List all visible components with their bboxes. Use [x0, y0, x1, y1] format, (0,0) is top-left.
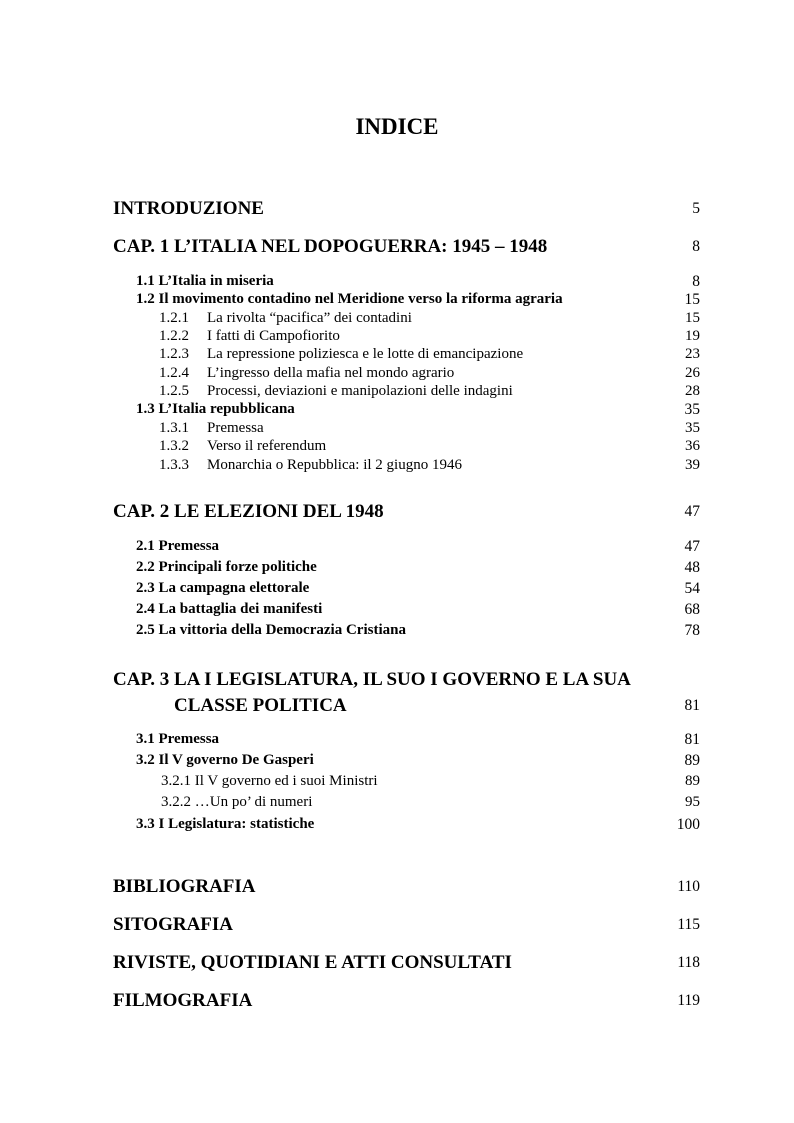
toc-entry-1-3-1	[0, 420, 794, 440]
toc-page: 68	[684, 601, 700, 618]
toc-page: 115	[677, 916, 700, 933]
toc-entry-3-2-1	[0, 773, 794, 793]
toc-label: 3.1 Premessa	[136, 731, 220, 747]
toc-entry-3-2-2	[0, 794, 794, 814]
toc-label: 2.5 La vittoria della Democrazia Cristiana	[136, 622, 406, 638]
toc-number: 1.2.2	[159, 328, 189, 344]
toc-page: 81	[684, 697, 700, 714]
toc-page: 23	[685, 346, 700, 362]
toc-entry-2-3	[0, 580, 794, 600]
toc-entry-riviste	[0, 952, 794, 972]
toc-number: 1.3.2	[159, 438, 189, 454]
toc-page: 15	[684, 291, 700, 308]
toc-page: 15	[685, 310, 700, 326]
toc-number: 1.2.1	[159, 310, 189, 326]
toc-label: La repressione poliziesca e le lotte di emancipazione	[207, 346, 524, 362]
toc-label: Premessa	[207, 420, 264, 436]
toc-label: BIBLIOGRAFIA	[113, 876, 256, 897]
toc-entry-2-5	[0, 622, 794, 642]
toc-page: 28	[685, 383, 700, 399]
toc-page: 26	[685, 365, 700, 381]
toc-entry-1-2	[0, 291, 794, 311]
toc-page: 47	[684, 503, 700, 520]
toc-number: 1.2.5	[159, 383, 189, 399]
toc-entry-1-1	[0, 273, 794, 293]
toc-label: 1.3 L’Italia repubblicana	[136, 401, 295, 417]
toc-label: SITOGRAFIA	[113, 914, 234, 935]
toc-entry-bibliografia	[0, 876, 794, 896]
toc-label: 3.2 Il V governo De Gasperi	[136, 752, 314, 768]
toc-label: L’ingresso della mafia nel mondo agrario	[207, 365, 455, 381]
toc-page: 110	[677, 878, 700, 895]
toc-label: INTRODUZIONE	[113, 198, 264, 219]
toc-entry-1-2-5	[0, 383, 794, 403]
toc-number: 1.2.3	[159, 346, 189, 362]
toc-entry-introduzione	[0, 198, 794, 218]
toc-entry-1-2-4	[0, 365, 794, 385]
toc-page: 36	[685, 438, 700, 454]
toc-label: Verso il referendum	[207, 438, 327, 454]
toc-entry-filmografia	[0, 990, 794, 1010]
toc-number: 1.2.4	[159, 365, 189, 381]
toc-page: 35	[685, 420, 700, 436]
toc-page: 48	[684, 559, 700, 576]
toc-page: 47	[684, 538, 700, 555]
toc-entry-1-2-2	[0, 328, 794, 348]
toc-page: 78	[684, 622, 700, 639]
toc-entry-3-3	[0, 816, 794, 836]
toc-entry-3-1	[0, 731, 794, 751]
toc-label: 3.3 I Legislatura: statistiche	[136, 816, 315, 832]
toc-label: 3.2.1 Il V governo ed i suoi Ministri	[161, 773, 378, 789]
toc-label: La rivolta “pacifica” dei contadini	[207, 310, 412, 326]
toc-label: RIVISTE, QUOTIDIANI E ATTI CONSULTATI	[113, 952, 512, 973]
toc-entry-2-2	[0, 559, 794, 579]
toc-label: Monarchia o Repubblica: il 2 giugno 1946	[207, 457, 462, 473]
toc-entry-cap3-line1: CAP. 3 LA I LEGISLATURA, IL SUO I GOVERNO E LA SUA	[113, 669, 631, 690]
toc-entry-sitografia	[0, 914, 794, 934]
toc-label: Processi, deviazioni e manipolazioni delle indagini	[207, 383, 513, 399]
toc-entry-1-2-1	[0, 310, 794, 330]
toc-label: CAP. 1 L’ITALIA NEL DOPOGUERRA: 1945 – 1948	[113, 236, 548, 257]
toc-label: 3.2.2 …Un po’ di numeri	[161, 794, 313, 810]
toc-label: FILMOGRAFIA	[113, 990, 253, 1011]
toc-entry-1-3	[0, 401, 794, 421]
toc-label: CAP. 2 LE ELEZIONI DEL 1948	[113, 501, 384, 522]
toc-page: 19	[685, 328, 700, 344]
toc-entry-cap2	[0, 501, 794, 521]
page-title: INDICE	[355, 114, 439, 139]
toc-page: 5	[692, 200, 700, 217]
toc-page: 54	[684, 580, 700, 597]
toc-entry-1-3-3	[0, 457, 794, 477]
toc-page: 89	[685, 773, 700, 789]
toc-label: 2.2 Principali forze politiche	[136, 559, 317, 575]
toc-page: 89	[684, 752, 700, 769]
toc-label: I fatti di Campofiorito	[207, 328, 340, 344]
toc-page: 39	[685, 457, 700, 473]
toc-number: 1.3.1	[159, 420, 189, 436]
toc-page: 8	[692, 238, 700, 255]
toc-label: 1.2 Il movimento contadino nel Meridione verso la riforma agraria	[136, 291, 563, 307]
toc-entry-cap3	[0, 695, 794, 715]
toc-number: 1.3.3	[159, 457, 189, 473]
toc-page: 95	[685, 794, 700, 810]
toc-entry-cap1	[0, 236, 794, 256]
toc-entry-1-2-3	[0, 346, 794, 366]
toc-page: 119	[677, 992, 700, 1009]
toc-page: 118	[677, 954, 700, 971]
toc-label: 2.1 Premessa	[136, 538, 220, 554]
toc-entry-2-1	[0, 538, 794, 558]
toc-label: 1.1 L’Italia in miseria	[136, 273, 274, 289]
toc-entry-1-3-2	[0, 438, 794, 458]
toc-page: 8	[692, 273, 700, 290]
toc-label: CLASSE POLITICA	[174, 695, 347, 716]
toc-label: 2.3 La campagna elettorale	[136, 580, 310, 596]
toc-entry-2-4	[0, 601, 794, 621]
toc-entry-3-2	[0, 752, 794, 772]
toc-label: 2.4 La battaglia dei manifesti	[136, 601, 323, 617]
toc-page: 35	[684, 401, 700, 418]
toc-page: 81	[684, 731, 700, 748]
toc-page: 100	[676, 816, 700, 833]
